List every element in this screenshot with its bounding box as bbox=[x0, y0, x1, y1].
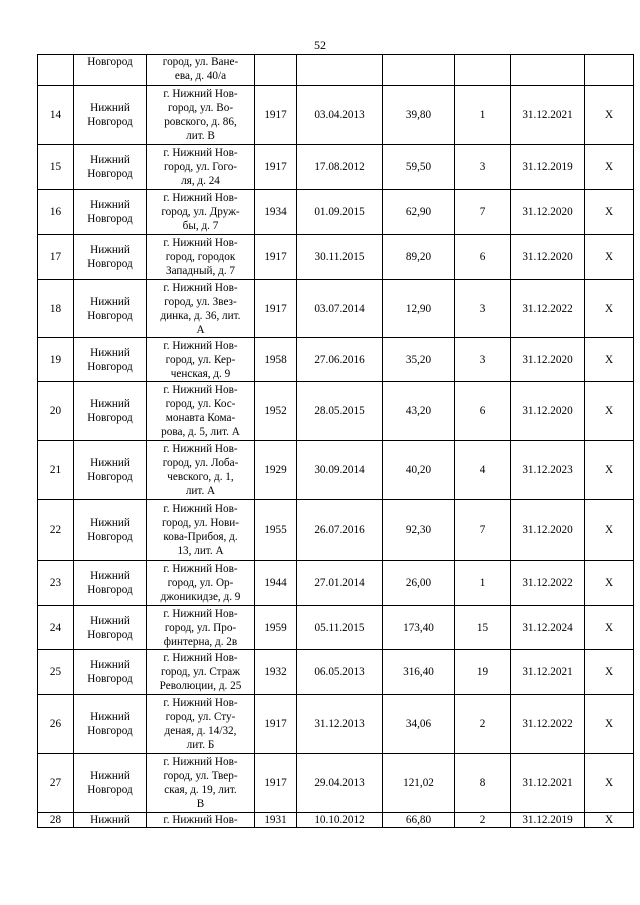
address-cell-line: ченская, д. 9 bbox=[170, 367, 231, 380]
address-cell-line: город, ул. Кер- bbox=[165, 353, 236, 366]
mark-cell bbox=[585, 55, 634, 86]
city-cell-line: Нижний bbox=[90, 770, 130, 782]
date-cell bbox=[297, 55, 383, 86]
city-cell-line: Нижний bbox=[90, 244, 130, 256]
row-number: 26 bbox=[38, 695, 74, 754]
address-cell-line: город, ул. Лоба- bbox=[162, 457, 239, 469]
table-row bbox=[38, 695, 634, 754]
mark-cell: Х bbox=[585, 813, 634, 828]
city-cell bbox=[74, 190, 147, 235]
year-cell: 1959 bbox=[255, 606, 297, 650]
address-cell-line: г. Нижний Нов- bbox=[163, 443, 238, 455]
row-number: 18 bbox=[38, 280, 74, 338]
address-cell-line: город, ул. Гого- bbox=[163, 161, 238, 173]
mark-cell: Х bbox=[585, 280, 634, 338]
city-cell-line: Нижний bbox=[90, 570, 130, 582]
address-cell bbox=[147, 86, 255, 145]
address-cell-line: ля, д. 24 bbox=[181, 175, 220, 187]
count-cell: 7 bbox=[455, 500, 511, 561]
date-cell: 27.01.2014 bbox=[297, 561, 383, 606]
area-cell: 35,20 bbox=[383, 338, 455, 382]
deadline-cell: 31.12.2022 bbox=[511, 561, 585, 606]
city-cell bbox=[74, 145, 147, 190]
count-cell: 6 bbox=[455, 382, 511, 441]
table-body bbox=[38, 55, 634, 828]
address-cell-line: ева, д. 40/а bbox=[174, 70, 227, 82]
count-cell: 3 bbox=[455, 145, 511, 190]
area-cell: 26,00 bbox=[383, 561, 455, 606]
row-number: 22 bbox=[38, 500, 74, 561]
city-cell-line: Новгород bbox=[87, 725, 133, 737]
mark-cell: Х bbox=[585, 382, 634, 441]
row-number: 14 bbox=[38, 86, 74, 145]
mark-cell: Х bbox=[585, 695, 634, 754]
address-cell-line: Революции, д. 25 bbox=[159, 680, 242, 692]
table-row bbox=[38, 86, 634, 145]
table-row bbox=[38, 145, 634, 190]
city-cell bbox=[74, 441, 147, 500]
area-cell: 59,50 bbox=[383, 145, 455, 190]
address-cell-line: г. Нижний Нов- bbox=[163, 563, 238, 575]
year-cell: 1917 bbox=[255, 86, 297, 145]
address-cell bbox=[147, 754, 255, 813]
area-cell: 316,40 bbox=[383, 650, 455, 695]
table-row bbox=[38, 235, 634, 280]
mark-cell: Х bbox=[585, 754, 634, 813]
count-cell: 8 bbox=[455, 754, 511, 813]
row-number bbox=[38, 55, 74, 86]
table-row bbox=[38, 650, 634, 695]
address-cell bbox=[147, 441, 255, 500]
mark-cell: Х bbox=[585, 86, 634, 145]
city-cell-line: Новгород bbox=[87, 258, 133, 270]
deadline-cell: 31.12.2023 bbox=[511, 441, 585, 500]
count-cell bbox=[455, 55, 511, 86]
mark-cell: Х bbox=[585, 441, 634, 500]
deadline-cell: 31.12.2021 bbox=[511, 86, 585, 145]
year-cell: 1934 bbox=[255, 190, 297, 235]
date-cell: 10.10.2012 bbox=[297, 813, 383, 828]
address-cell-line: город, ул. Кос- bbox=[165, 398, 236, 410]
count-cell: 6 bbox=[455, 235, 511, 280]
city-cell-line: Нижний bbox=[90, 814, 130, 826]
deadline-cell: 31.12.2020 bbox=[511, 190, 585, 235]
row-number: 21 bbox=[38, 441, 74, 500]
city-cell-line: Новгород bbox=[87, 213, 133, 225]
address-cell bbox=[147, 606, 255, 650]
count-cell: 4 bbox=[455, 441, 511, 500]
row-number: 15 bbox=[38, 145, 74, 190]
city-cell bbox=[74, 86, 147, 145]
area-cell: 39,80 bbox=[383, 86, 455, 145]
mark-cell: Х bbox=[585, 235, 634, 280]
area-cell: 12,90 bbox=[383, 280, 455, 338]
city-cell-line: Нижний bbox=[90, 457, 130, 469]
address-cell bbox=[147, 695, 255, 754]
address-cell-line: г. Нижний Нов- bbox=[163, 607, 238, 620]
count-cell: 3 bbox=[455, 338, 511, 382]
city-cell-line: Новгород bbox=[87, 628, 133, 641]
address-cell bbox=[147, 55, 255, 86]
address-cell-line: город, ул. Нови- bbox=[161, 517, 239, 529]
address-cell bbox=[147, 813, 255, 828]
address-cell-line: монавта Кома- bbox=[165, 412, 236, 424]
city-cell bbox=[74, 561, 147, 606]
count-cell: 19 bbox=[455, 650, 511, 695]
row-number: 23 bbox=[38, 561, 74, 606]
date-cell: 30.09.2014 bbox=[297, 441, 383, 500]
address-cell-line: г. Нижний Нов- bbox=[163, 339, 238, 352]
row-number: 17 bbox=[38, 235, 74, 280]
address-cell-line: лит. Б bbox=[186, 739, 215, 751]
deadline-cell: 31.12.2022 bbox=[511, 280, 585, 338]
deadline-cell: 31.12.2022 bbox=[511, 695, 585, 754]
area-cell: 34,06 bbox=[383, 695, 455, 754]
year-cell: 1944 bbox=[255, 561, 297, 606]
address-cell-line: г. Нижний Нов- bbox=[163, 814, 238, 826]
table-row bbox=[38, 55, 634, 86]
city-cell bbox=[74, 606, 147, 650]
city-cell-line: Новгород bbox=[87, 784, 133, 796]
city-cell-line: Нижний bbox=[90, 154, 130, 166]
year-cell: 1952 bbox=[255, 382, 297, 441]
table-row bbox=[38, 500, 634, 561]
area-cell: 121,02 bbox=[383, 754, 455, 813]
area-cell: 173,40 bbox=[383, 606, 455, 650]
date-cell: 28.05.2015 bbox=[297, 382, 383, 441]
area-cell: 92,30 bbox=[383, 500, 455, 561]
address-cell-line: деная, д. 14/32, bbox=[164, 725, 237, 737]
address-cell bbox=[147, 190, 255, 235]
table-row bbox=[38, 280, 634, 338]
city-cell bbox=[74, 813, 147, 828]
address-cell-line: город, ул. Сту- bbox=[165, 711, 236, 723]
city-cell-line: Нижний bbox=[90, 614, 130, 627]
area-cell: 66,80 bbox=[383, 813, 455, 828]
date-cell: 29.04.2013 bbox=[297, 754, 383, 813]
city-cell bbox=[74, 650, 147, 695]
address-cell-line: г. Нижний Нов- bbox=[163, 652, 238, 664]
address-cell-line: лит. В bbox=[186, 130, 215, 142]
area-cell bbox=[383, 55, 455, 86]
address-cell bbox=[147, 500, 255, 561]
year-cell: 1917 bbox=[255, 695, 297, 754]
city-cell-line: Новгород bbox=[87, 56, 133, 68]
row-number: 27 bbox=[38, 754, 74, 813]
address-cell-line: ская, д. 19, лит. bbox=[164, 784, 237, 796]
address-cell-line: город, ул. Страж bbox=[161, 666, 240, 678]
row-number: 16 bbox=[38, 190, 74, 235]
year-cell: 1917 bbox=[255, 754, 297, 813]
city-cell-line: Новгород bbox=[87, 168, 133, 180]
address-cell-line: город, ул. Твер- bbox=[163, 770, 238, 782]
city-cell-line: Нижний bbox=[90, 295, 130, 308]
city-cell-line: Нижний bbox=[90, 659, 130, 671]
address-cell-line: Западный, д. 7 bbox=[165, 265, 236, 277]
deadline-cell: 31.12.2020 bbox=[511, 235, 585, 280]
address-cell-line: г. Нижний Нов- bbox=[163, 192, 238, 204]
table-row bbox=[38, 190, 634, 235]
address-cell-line: динка, д. 36, лит. bbox=[160, 309, 241, 322]
date-cell: 01.09.2015 bbox=[297, 190, 383, 235]
table-row bbox=[38, 606, 634, 650]
address-cell-line: город, городок bbox=[165, 251, 236, 263]
date-cell: 26.07.2016 bbox=[297, 500, 383, 561]
city-cell-line: Новгород bbox=[87, 309, 133, 322]
table-row bbox=[38, 338, 634, 382]
row-number: 28 bbox=[38, 813, 74, 828]
mark-cell: Х bbox=[585, 500, 634, 561]
deadline-cell bbox=[511, 55, 585, 86]
count-cell: 2 bbox=[455, 695, 511, 754]
address-cell bbox=[147, 382, 255, 441]
year-cell: 1931 bbox=[255, 813, 297, 828]
date-cell: 06.05.2013 bbox=[297, 650, 383, 695]
city-cell-line: Новгород bbox=[87, 531, 133, 543]
deadline-cell: 31.12.2020 bbox=[511, 500, 585, 561]
address-cell-line: город, ул. Во- bbox=[167, 102, 234, 114]
address-cell-line: А bbox=[196, 323, 205, 336]
city-cell bbox=[74, 235, 147, 280]
address-cell-line: г. Нижний Нов- bbox=[163, 503, 238, 515]
housing-registry-table bbox=[37, 54, 634, 828]
date-cell: 17.08.2012 bbox=[297, 145, 383, 190]
table-row bbox=[38, 813, 634, 828]
mark-cell: Х bbox=[585, 650, 634, 695]
year-cell: 1917 bbox=[255, 145, 297, 190]
address-cell-line: джоникидзе, д. 9 bbox=[160, 591, 241, 603]
row-number: 24 bbox=[38, 606, 74, 650]
count-cell: 1 bbox=[455, 86, 511, 145]
address-cell-line: город, ул. Ване- bbox=[162, 56, 239, 68]
address-cell bbox=[147, 561, 255, 606]
address-cell-line: чевского, д. 1, bbox=[167, 471, 234, 483]
table-row bbox=[38, 441, 634, 500]
year-cell: 1917 bbox=[255, 235, 297, 280]
address-cell-line: лит. А bbox=[185, 485, 216, 497]
city-cell-line: Нижний bbox=[90, 517, 130, 529]
date-cell: 27.06.2016 bbox=[297, 338, 383, 382]
mark-cell: Х bbox=[585, 606, 634, 650]
address-cell-line: г. Нижний Нов- bbox=[163, 384, 238, 396]
address-cell bbox=[147, 338, 255, 382]
address-cell-line: город, ул. Друж- bbox=[161, 206, 240, 218]
city-cell-line: Новгород bbox=[87, 116, 133, 128]
address-cell-line: город, ул. Звез- bbox=[164, 295, 237, 308]
city-cell bbox=[74, 500, 147, 561]
deadline-cell: 31.12.2019 bbox=[511, 813, 585, 828]
mark-cell: Х bbox=[585, 145, 634, 190]
area-cell: 40,20 bbox=[383, 441, 455, 500]
table-row bbox=[38, 382, 634, 441]
mark-cell: Х bbox=[585, 190, 634, 235]
address-cell-line: город, ул. Про- bbox=[164, 621, 237, 634]
deadline-cell: 31.12.2021 bbox=[511, 650, 585, 695]
area-cell: 62,90 bbox=[383, 190, 455, 235]
address-cell-line: рова, д. 5, лит. А bbox=[161, 426, 240, 438]
table-row bbox=[38, 561, 634, 606]
deadline-cell: 31.12.2019 bbox=[511, 145, 585, 190]
address-cell-line: город, ул. Ор- bbox=[167, 577, 234, 589]
date-cell: 03.07.2014 bbox=[297, 280, 383, 338]
year-cell: 1955 bbox=[255, 500, 297, 561]
address-cell-line: кова-Прибоя, д. bbox=[163, 531, 238, 543]
address-cell-line: В bbox=[196, 798, 205, 810]
row-number: 25 bbox=[38, 650, 74, 695]
city-cell bbox=[74, 695, 147, 754]
address-cell-line: г. Нижний Нов- bbox=[163, 697, 238, 709]
count-cell: 15 bbox=[455, 606, 511, 650]
table-row bbox=[38, 754, 634, 813]
count-cell: 3 bbox=[455, 280, 511, 338]
address-cell bbox=[147, 650, 255, 695]
city-cell-line: Новгород bbox=[87, 360, 133, 373]
mark-cell: Х bbox=[585, 338, 634, 382]
address-cell-line: г. Нижний Нов- bbox=[163, 88, 238, 100]
date-cell: 03.04.2013 bbox=[297, 86, 383, 145]
count-cell: 1 bbox=[455, 561, 511, 606]
city-cell-line: Новгород bbox=[87, 673, 133, 685]
address-cell bbox=[147, 145, 255, 190]
year-cell: 1917 bbox=[255, 280, 297, 338]
address-cell-line: г. Нижний Нов- bbox=[163, 237, 238, 249]
row-number: 19 bbox=[38, 338, 74, 382]
year-cell: 1929 bbox=[255, 441, 297, 500]
city-cell-line: Новгород bbox=[87, 584, 133, 596]
deadline-cell: 31.12.2020 bbox=[511, 338, 585, 382]
city-cell-line: Новгород bbox=[87, 471, 133, 483]
year-cell: 1958 bbox=[255, 338, 297, 382]
city-cell-line: Нижний bbox=[90, 199, 130, 211]
city-cell bbox=[74, 754, 147, 813]
area-cell: 43,20 bbox=[383, 382, 455, 441]
address-cell-line: ровского, д. 86, bbox=[164, 116, 237, 128]
address-cell-line: финтерна, д. 2в bbox=[163, 635, 238, 648]
row-number: 20 bbox=[38, 382, 74, 441]
address-cell-line: г. Нижний Нов- bbox=[163, 756, 238, 768]
mark-cell: Х bbox=[585, 561, 634, 606]
city-cell bbox=[74, 338, 147, 382]
count-cell: 2 bbox=[455, 813, 511, 828]
city-cell bbox=[74, 55, 147, 86]
area-cell: 89,20 bbox=[383, 235, 455, 280]
address-cell bbox=[147, 235, 255, 280]
address-cell-line: бы, д. 7 bbox=[182, 220, 219, 232]
address-cell-line: г. Нижний Нов- bbox=[163, 147, 238, 159]
city-cell-line: Нижний bbox=[90, 346, 130, 359]
city-cell-line: Нижний bbox=[90, 398, 130, 410]
city-cell bbox=[74, 382, 147, 441]
deadline-cell: 31.12.2024 bbox=[511, 606, 585, 650]
city-cell-line: Нижний bbox=[90, 102, 130, 114]
address-cell bbox=[147, 280, 255, 338]
date-cell: 31.12.2013 bbox=[297, 695, 383, 754]
date-cell: 05.11.2015 bbox=[297, 606, 383, 650]
page-number: 52 bbox=[314, 38, 326, 52]
deadline-cell: 31.12.2021 bbox=[511, 754, 585, 813]
address-cell-line: г. Нижний Нов- bbox=[163, 281, 238, 294]
city-cell-line: Новгород bbox=[87, 412, 133, 424]
year-cell: 1932 bbox=[255, 650, 297, 695]
year-cell bbox=[255, 55, 297, 86]
city-cell bbox=[74, 280, 147, 338]
address-cell-line: 13, лит. А bbox=[177, 545, 224, 557]
city-cell-line: Нижний bbox=[90, 711, 130, 723]
date-cell: 30.11.2015 bbox=[297, 235, 383, 280]
count-cell: 7 bbox=[455, 190, 511, 235]
deadline-cell: 31.12.2020 bbox=[511, 382, 585, 441]
